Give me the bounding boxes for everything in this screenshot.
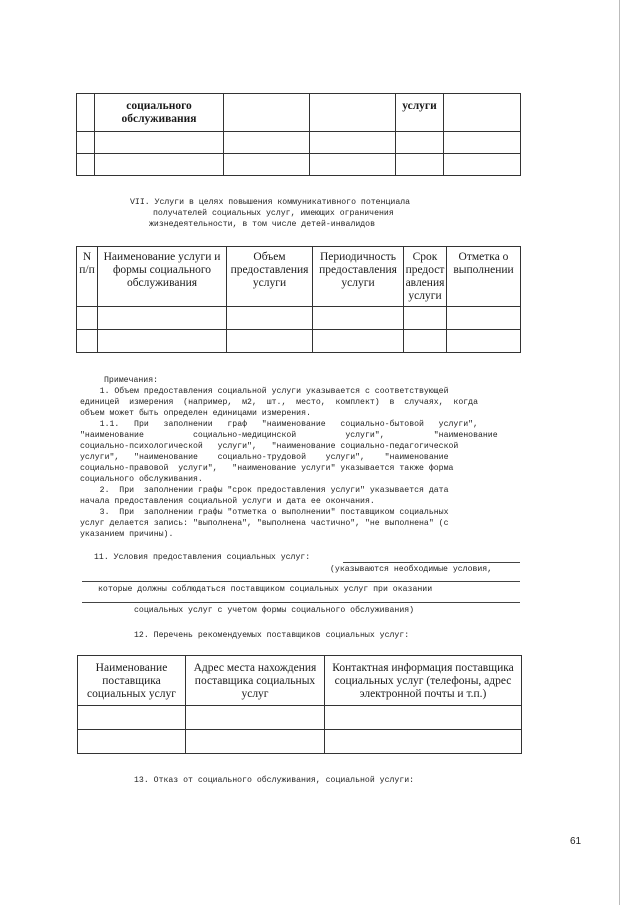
table-cell (224, 94, 310, 132)
section-11-line-3: социальных услуг с учетом формы социального обслуживания) (134, 606, 415, 615)
header-cell: Наименование поставщика социальных услуг (78, 656, 186, 706)
table-cell (310, 132, 396, 154)
table-cell (404, 307, 447, 330)
section-13-label: 13. Отказ от социального обслуживания, социальной услуги: (134, 776, 415, 785)
table-cell (444, 94, 521, 132)
table-cell (77, 330, 98, 353)
scan-edge-line (619, 0, 620, 905)
table-cell (396, 154, 444, 176)
table-cell (95, 132, 224, 154)
notes-line: социального обслуживания. (80, 475, 203, 484)
table-cell (313, 330, 404, 353)
table-row (77, 94, 521, 132)
table-cell (313, 307, 404, 330)
header-cell: Контактная информация поставщика социальных услуг (телефоны, адрес электронной почты и т.п.) (325, 656, 522, 706)
table-cell (444, 132, 521, 154)
table-row (77, 307, 521, 330)
table-cell: социального обслуживания (95, 94, 224, 132)
notes-line: социально-правовой услуги", "наименование услуги" указывается также форма (80, 464, 454, 473)
table-cell (227, 307, 313, 330)
providers-table (77, 655, 522, 754)
notes-line: 1. Объем предоставления социальной услуги указывается с соответствующей (80, 387, 449, 396)
table-header-row (78, 656, 522, 706)
notes-block (80, 386, 498, 540)
continuation-table (76, 93, 521, 176)
table-cell (325, 706, 522, 730)
table-cell (77, 94, 95, 132)
section-7-heading-line: жизнедеятельности, в том числе детей-инвалидов (149, 220, 376, 229)
section-11-label: 11. Условия предоставления социальных услуг: (94, 553, 311, 562)
section-11-fill-line-3 (82, 602, 520, 603)
notes-title: Примечания: (104, 376, 159, 385)
table-row (77, 132, 521, 154)
table-cell (77, 154, 95, 176)
header-cell: Срок предост авления услуги (404, 247, 447, 307)
section-11-line-2: которые должны соблюдаться поставщиком социальных услуг при оказании (98, 585, 433, 594)
services-table (76, 246, 521, 353)
header-cell: Наименование услуги и формы социального обслуживания (98, 247, 227, 307)
table-cell (77, 307, 98, 330)
header-cell: Адрес места нахождения поставщика социальных услуг (186, 656, 325, 706)
notes-line: 2. При заполнении графы "срок предоставления услуги" указывается дата (80, 486, 449, 495)
table-cell (404, 330, 447, 353)
section-11-fill-line-2 (82, 581, 520, 582)
table-cell (444, 154, 521, 176)
notes-line: объем может быть определен единицами измерения. (80, 409, 311, 418)
section-11-hint: (указываются необходимые условия, (330, 565, 493, 574)
table-row (78, 730, 522, 754)
table-row (77, 330, 521, 353)
table-cell (78, 730, 186, 754)
table-cell: услуги (396, 94, 444, 132)
notes-line: "наименование социально-медицинской услуги", "наименование (80, 431, 498, 440)
table-row (77, 154, 521, 176)
table-cell (186, 730, 325, 754)
table-cell (447, 307, 521, 330)
table-header-row (77, 247, 521, 307)
table-cell (325, 730, 522, 754)
table-cell (78, 706, 186, 730)
header-cell: Периодичность предоставления услуги (313, 247, 404, 307)
table-cell (310, 94, 396, 132)
table-cell (98, 330, 227, 353)
table-cell (310, 154, 396, 176)
notes-line: услуги", "наименование социально-трудовой услуги", "наименование (80, 453, 449, 462)
notes-line: указанием причины). (80, 530, 174, 539)
table-cell (227, 330, 313, 353)
header-cell: Отметка о выполнении (447, 247, 521, 307)
page-number: 61 (570, 836, 582, 847)
header-cell: N п/п (77, 247, 98, 307)
notes-line: единицей измерения (например, м2, шт., место, комплект) в случаях, когда (80, 398, 478, 407)
section-12-label: 12. Перечень рекомендуемых поставщиков социальных услуг: (134, 631, 410, 640)
notes-line: социально-психологической услуги", "наименование социально-педагогической (80, 442, 459, 451)
table-cell (396, 132, 444, 154)
table-cell (98, 307, 227, 330)
section-7-heading-line: получателей социальных услуг, имеющих ограничения (153, 209, 394, 218)
notes-line: 1.1. При заполнении граф "наименование социально-бытовой услуги", (80, 420, 478, 429)
section-7-heading-line: VII. Услуги в целях повышения коммуникативного потенциала (130, 198, 411, 207)
notes-line: услуг делается запись: "выполнена", "выполнена частично", "не выполнена" (с (80, 519, 449, 528)
table-cell (447, 330, 521, 353)
table-cell (224, 132, 310, 154)
section-11-fill-line (343, 562, 520, 563)
header-cell: Объем предоставления услуги (227, 247, 313, 307)
table-row (78, 706, 522, 730)
table-cell (77, 132, 95, 154)
notes-line: начала предоставления социальной услуги и дата ее окончания. (80, 497, 375, 506)
table-cell (95, 154, 224, 176)
notes-line: 3. При заполнении графы "отметка о выполнении" поставщиком социальных (80, 508, 449, 517)
table-cell (186, 706, 325, 730)
table-cell (224, 154, 310, 176)
